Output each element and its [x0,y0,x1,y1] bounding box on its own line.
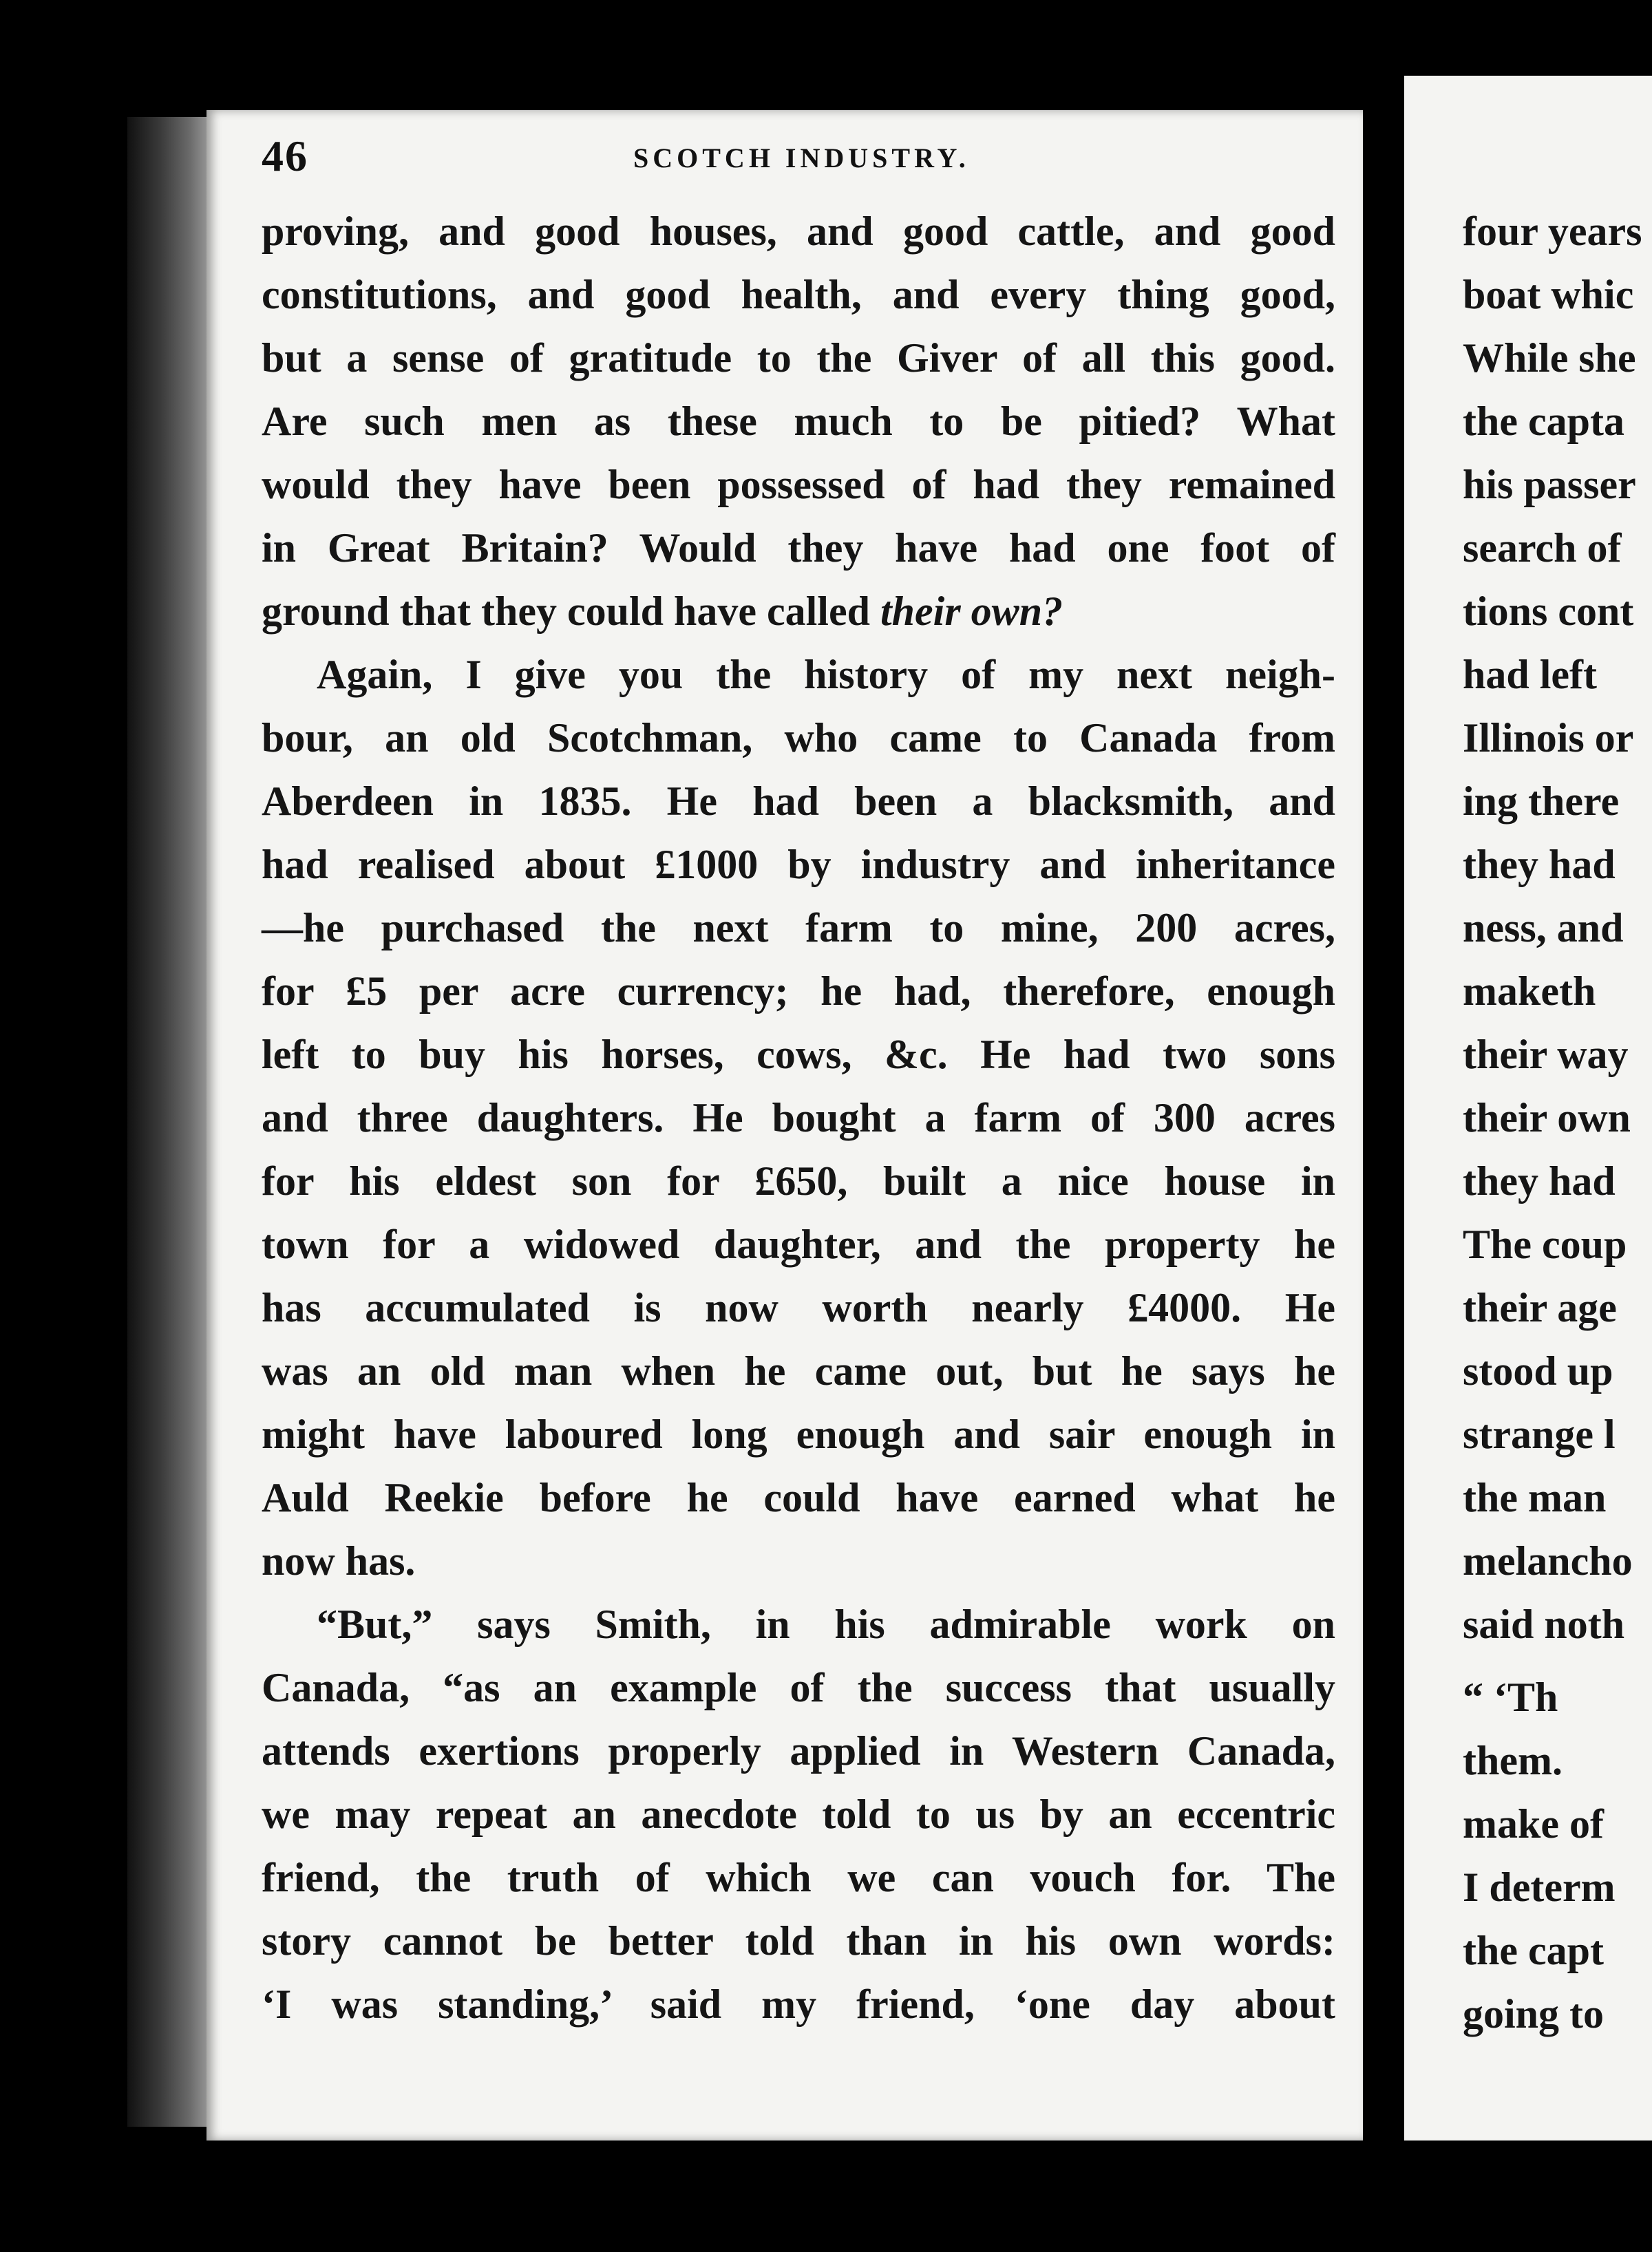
text-line: the capta [1463,399,1624,444]
text-line: for his eldest son for £650, built a nice house in [262,1158,1335,1204]
text-line: Are such men as these much to be pitied? What [262,399,1335,444]
text-line: they had [1463,842,1616,887]
text-line: now has. [262,1538,416,1584]
text-line: attends exertions properly applied in Western Canada, [262,1728,1335,1774]
text-line [262,580,1335,643]
text-line: we may repeat an anecdote told to us by an eccentric [262,1792,1335,1837]
text-line: bour, an old Scotchman, who came to Canada from [262,715,1335,761]
text-line: Auld Reekie before he could have earned what he [262,1475,1335,1520]
text-line: they had [1463,1158,1616,1204]
right-page-body [1463,200,1652,2046]
text-line: but a sense of gratitude to the Giver of all this good. [262,335,1335,381]
text-line: story cannot be better told than in his own words: [262,1918,1335,1964]
text-line: maketh [1463,968,1596,1014]
text-line: tions cont [1463,588,1634,634]
text-line: would they have been possessed of had they remained [262,462,1335,507]
left-page [206,110,1363,2141]
text-line: Illinois or [1463,715,1634,761]
text-line: ing there [1463,778,1620,824]
text-line: the man [1463,1475,1607,1520]
text-line: was an old man when he came out, but he says he [262,1348,1335,1394]
text-line: in Great Britain? Would they have had one foot of [262,525,1335,571]
text-line: their age [1463,1285,1617,1330]
text-line: search of [1463,525,1622,571]
text-line: their way [1463,1032,1629,1077]
text-line: four years [1463,209,1642,254]
paragraph-start-line: “But,” says Smith, in his admirable work on [317,1602,1335,1647]
text-line: melancho [1463,1538,1633,1584]
running-head: SCOTCH INDUSTRY. [633,142,970,173]
book-binding-shadow [127,117,210,2127]
text-line: ness, and [1463,905,1624,950]
text-line: said noth [1463,1602,1625,1647]
left-page-body [262,200,1335,2036]
text-line: left to buy his horses, cows, &c. He had two sons [262,1032,1335,1077]
right-page-fragment [1404,76,1652,2141]
text-line: While she [1463,335,1636,381]
text-line: —he purchased the next farm to mine, 200 acres, [262,905,1335,950]
text-line: going to [1463,1991,1605,2037]
page-header [262,131,1294,193]
text-line: “ ‘Th [1463,1675,1558,1720]
text-line: their own [1463,1095,1631,1140]
text-line: proving, and good houses, and good cattle, and good [262,209,1335,254]
text-line: had realised about £1000 by industry and inheritance [262,842,1335,887]
text-line: might have laboured long enough and sair enough in [262,1412,1335,1457]
italic-phrase: their own? [880,588,1063,634]
paragraph-start-line: Again, I give you the history of my next neigh- [317,652,1335,697]
text-line: I determ [1463,1865,1616,1910]
text-line: them. [1463,1738,1563,1783]
text-line: has accumulated is now worth nearly £4000. He [262,1285,1335,1330]
text-line: make of [1463,1801,1604,1847]
text-line: the capt [1463,1928,1604,1973]
text-line: boat whic [1463,272,1634,317]
text-line: Aberdeen in 1835. He had been a blacksmith, and [262,778,1335,824]
text-line: for £5 per acre currency; he had, therefore, enough [262,968,1335,1014]
page-number: 46 [262,131,308,180]
text-line: and three daughters. He bought a farm of 300 acres [262,1095,1335,1140]
text-line: strange l [1463,1412,1616,1457]
text-line: friend, the truth of which we can vouch for. The [262,1855,1335,1900]
text-line: ‘I was standing,’ said my friend, ‘one day about [262,1982,1335,2027]
text-line: stood up [1463,1348,1613,1394]
text-line: his passer [1463,462,1636,507]
text-line: The coup [1463,1222,1627,1267]
text-line: had left [1463,652,1597,697]
text-line: town for a widowed daughter, and the property he [262,1222,1335,1267]
text-line: Canada, “as an example of the success that usually [262,1665,1335,1710]
text-line: constitutions, and good health, and every thing good, [262,272,1335,317]
text-line-part: ground that they could have called [262,588,870,634]
